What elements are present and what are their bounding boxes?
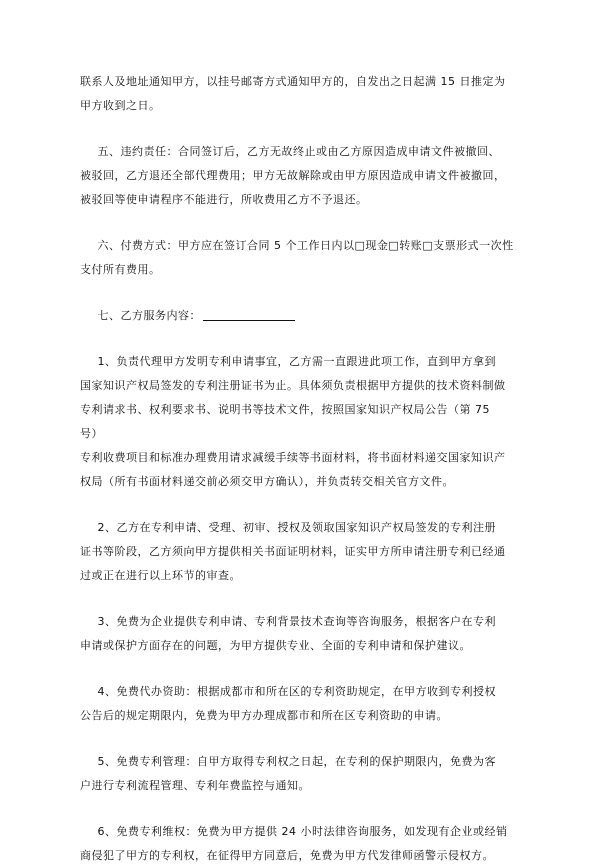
paragraph-breach-liability (80, 140, 515, 212)
text-line: 联系人及地址通知甲方，以挂号邮寄方式通知甲方的，自发出之日起满 15 日推定为 (80, 75, 506, 88)
text-line: 6、免费专利维权：免费为甲方提供 24 小时法律咨询服务，如发现有企业或经销 (97, 825, 508, 838)
paragraph-service-5 (80, 750, 515, 798)
paragraph-service-3 (80, 610, 515, 658)
text-line: 甲方收到之日。 (80, 99, 161, 112)
text-line: 3、免费为企业提供专利申请、专利背景技术查询等咨询服务，根据客户在专利 (97, 615, 496, 628)
paragraph-gap (80, 728, 515, 750)
text-line: 支付所有费用。 (80, 263, 161, 276)
text-line: 国家知识产权局签发的专利注册证书为止。具体须负责根据甲方提供的技术资料制做 (80, 379, 506, 392)
text-line: 五、违约责任：合同签订后，乙方无故终止或由乙方原因造成申请文件被撤回、 (97, 145, 500, 158)
paragraph-service-6 (80, 820, 515, 868)
text-line: 六、付费方式：甲方应在签订合同 5 个工作日内以□现金□转账□支票形式一次性 (97, 239, 514, 252)
paragraph-gap (80, 328, 515, 350)
fill-in-blank (203, 306, 295, 321)
text-line: 户进行专利流程管理、专利年费监控与通知。 (80, 779, 310, 792)
text-line: 七、乙方服务内容： (97, 309, 201, 322)
text-line: 5、免费专利管理：自甲方取得专利权之日起，在专利的保护期限内，免费为客 (97, 755, 496, 768)
text-line: 权局（所有书面材料递交前必须交甲方确认），并负责转交相关官方文件。 (80, 475, 454, 488)
text-line: 被驳回，乙方退还全部代理费用；甲方无故解除或由甲方原因造成申请文件被撤回， (80, 169, 506, 182)
text-line: 商侵犯了甲方的专利权，在征得甲方同意后，免费为甲方代发律师函警示侵权方。 (80, 849, 494, 862)
paragraph-gap (80, 282, 515, 304)
paragraph-gap (80, 212, 515, 234)
text-line: 专利请求书、权利要求书、说明书等技术文件，按照国家知识产权局公告（第 75 号） (80, 403, 490, 440)
text-line: 专利收费项目和标准办理费用请求减缓手续等书面材料，将书面材料递交国家知识产 (80, 451, 506, 464)
paragraph-service-1 (80, 350, 515, 494)
text-line: 过或正在进行以上环节的审查。 (80, 569, 241, 582)
text-line: 证书等阶段，乙方须向甲方提供相关书面证明材料，证实甲方所申请注册专利已经通 (80, 545, 506, 558)
text-line: 申请或保护方面存在的问题，为甲方提供专业、全面的专利申请和保护建议。 (80, 639, 471, 652)
paragraph-service-4 (80, 680, 515, 728)
paragraph-notice-continuation (80, 70, 515, 118)
paragraph-gap (80, 118, 515, 140)
text-line: 被驳回等使申请程序不能进行，所收费用乙方不予退还。 (80, 193, 368, 206)
paragraph-service-2 (80, 516, 515, 588)
paragraph-gap (80, 494, 515, 516)
paragraph-gap (80, 798, 515, 820)
text-line: 4、免费代办资助：根据成都市和所在区的专利资助规定，在甲方收到专利授权 (97, 685, 496, 698)
text-line: 公告后的规定期限内，免费为甲方办理成都市和所在区专利资助的申请。 (80, 709, 448, 722)
text-line: 2、乙方在专利申请、受理、初审、授权及领取国家知识产权局签发的专利注册 (97, 521, 496, 534)
paragraph-payment-method (80, 234, 515, 282)
text-line: 1、负责代理甲方发明专利申请事宜，乙方需一直跟进此项工作，直到甲方拿到 (97, 355, 496, 368)
paragraph-service-content-heading (80, 304, 515, 328)
paragraph-gap (80, 658, 515, 680)
paragraph-gap (80, 588, 515, 610)
